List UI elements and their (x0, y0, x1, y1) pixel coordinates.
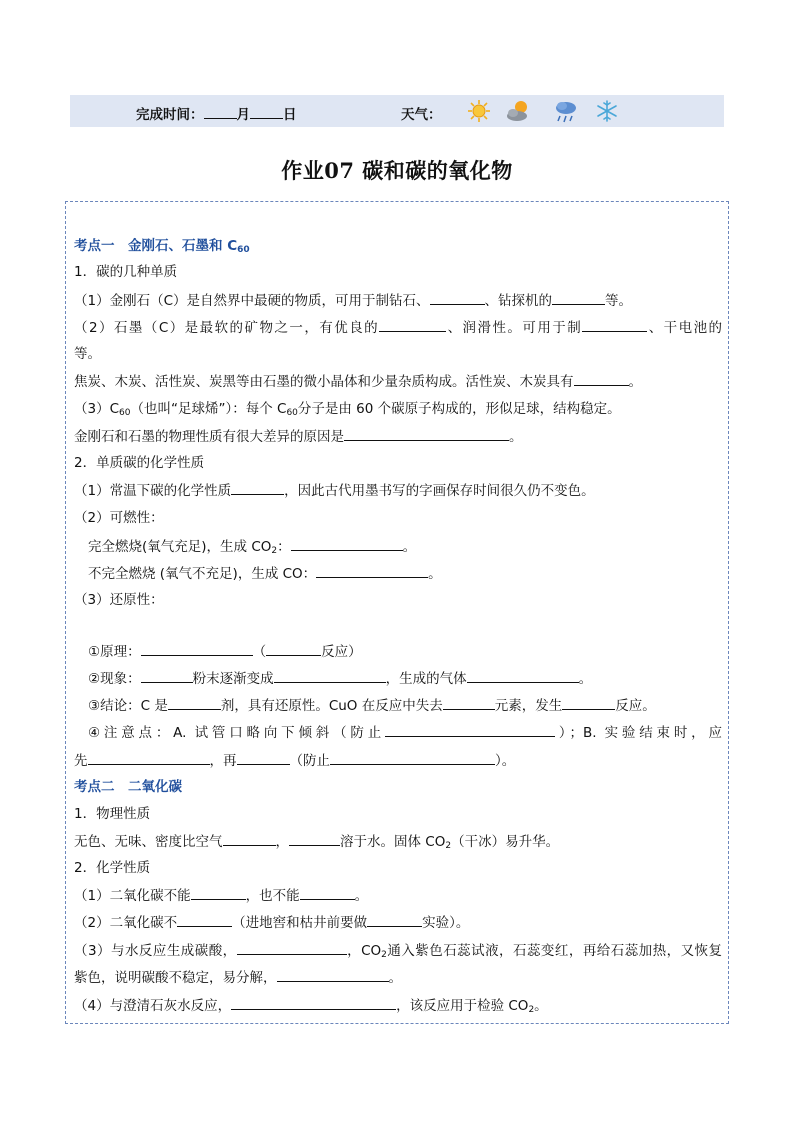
blank[interactable] (467, 669, 579, 683)
time-label: 完成时间： (136, 107, 204, 123)
text: 不完全燃烧 (氧气不充足)，生成 CO： (88, 566, 317, 582)
text: 、润滑性。可用于制 (446, 320, 583, 336)
header-band (70, 95, 724, 127)
sub: 2 (445, 841, 452, 851)
blank[interactable] (168, 696, 221, 710)
text: （4）与澄清石灰水反应， (74, 998, 232, 1014)
blank[interactable] (430, 291, 485, 305)
blank[interactable] (582, 318, 647, 332)
blank[interactable] (300, 886, 355, 900)
text: ②现象： (88, 671, 141, 687)
blank[interactable] (562, 696, 615, 710)
s2-line-breathing (74, 913, 469, 932)
text: 。 (388, 970, 402, 986)
blank[interactable] (316, 564, 428, 578)
s2-line-physical (74, 832, 559, 851)
text: 。 (354, 888, 369, 904)
s2-line-water (74, 941, 722, 960)
text: ①原理： (88, 644, 141, 660)
rain-icon[interactable] (552, 97, 580, 125)
sub: 60 (286, 408, 298, 418)
s1-line-difference (74, 427, 523, 446)
text: ）；B. 实验结束时，应 (555, 725, 723, 741)
partly-cloudy-icon[interactable] (504, 97, 534, 125)
text: 、干电池的 (647, 320, 723, 336)
text: 焦炭、木炭、活性炭、炭黑等由石墨的微小晶体和少量杂质构成。活性炭、木炭具有 (74, 374, 574, 390)
text: ，该反应用于检验 CO (396, 998, 529, 1014)
text: ： (277, 539, 291, 555)
snowflake-icon[interactable] (594, 97, 620, 125)
weather-label: 天气： (401, 107, 442, 123)
page-title: 作业07 碳和碳的氧化物 (281, 158, 513, 183)
text: 。 (402, 539, 417, 555)
text: （也叫“足球烯”）：每个 C (130, 401, 287, 417)
blank[interactable] (385, 723, 555, 737)
day-blank[interactable] (250, 105, 283, 119)
s1-line-flammability: （2）可燃性： (74, 510, 164, 526)
blank[interactable] (367, 913, 422, 927)
blank[interactable] (443, 696, 495, 710)
blank[interactable] (237, 751, 290, 765)
blank[interactable] (231, 996, 396, 1010)
blank[interactable] (574, 372, 629, 386)
text: 完全燃烧(氧气充足)，生成 CO (88, 539, 272, 555)
s1-line-charcoal (74, 372, 642, 391)
s1-line-incomplete-combustion (88, 564, 442, 583)
blank[interactable] (88, 751, 210, 765)
month-blank[interactable] (204, 105, 237, 119)
s1-line-conclusion (88, 696, 656, 715)
blank[interactable] (231, 481, 284, 495)
blank[interactable] (237, 941, 347, 955)
text: （进地窖和枯井前要做 (232, 915, 368, 931)
s2-line-limewater (74, 996, 548, 1015)
text: ③结论：C 是 (88, 698, 168, 714)
month-label: 月 (236, 107, 250, 123)
section-1-heading (74, 237, 250, 255)
s1-line-principle (88, 642, 362, 661)
text: 等。 (605, 293, 633, 309)
sub: 60 (119, 408, 131, 418)
s1-line-graphite (74, 318, 722, 337)
s1-item-2-heading: 2．单质碳的化学性质 (74, 455, 205, 471)
blank[interactable] (344, 427, 509, 441)
blank[interactable] (177, 913, 232, 927)
text: ， (275, 834, 289, 850)
s1-line-complete-combustion (88, 537, 416, 556)
text: 。 (428, 566, 442, 582)
blank[interactable] (141, 669, 193, 683)
text: 反应） (321, 644, 362, 660)
text: （1）常温下碳的化学性质 (74, 483, 232, 499)
s1-line-reducibility: （3）还原性： (74, 592, 164, 608)
sub: 2 (528, 1005, 535, 1015)
text: 金刚石和石墨的物理性质有很大差异的原因是 (74, 429, 344, 445)
text: 、钻探机的 (484, 293, 553, 309)
blank[interactable] (330, 751, 495, 765)
text: （3）C (74, 401, 120, 417)
sub: 2 (381, 950, 387, 960)
sun-icon[interactable] (466, 97, 492, 125)
text: （ (252, 644, 267, 660)
blank[interactable] (289, 832, 340, 846)
blank[interactable] (552, 291, 605, 305)
s2-line-cannot (74, 886, 368, 905)
text: 实验）。 (422, 915, 470, 931)
text: ，因此古代用墨书写的字画保存时间很久仍不变色。 (284, 483, 595, 499)
s1-line-notes-cont (74, 751, 515, 770)
blank[interactable] (277, 968, 389, 982)
s2-item-1-heading: 1．物理性质 (74, 806, 151, 822)
s1-line-c60 (74, 400, 621, 418)
text: （1）二氧化碳不能 (74, 888, 191, 904)
weather-icons (466, 97, 626, 125)
text: ④注意点：A. 试管口略向下倾斜（防止 (88, 725, 386, 741)
text: 剂，具有还原性。CuO 在反应中失去 (220, 698, 443, 714)
section-2-heading: 考点二 二氧化碳 (74, 779, 182, 795)
text: ）。 (495, 753, 516, 769)
day-label: 日 (283, 107, 297, 123)
blank[interactable] (141, 642, 253, 656)
text: ，生成的气体 (385, 671, 467, 687)
section-1-heading-text: 考点一 金刚石、石墨和 C (74, 238, 238, 254)
s1-line-stability (74, 481, 595, 500)
s1-item-1-heading: 1．碳的几种单质 (74, 264, 178, 280)
text: 。 (628, 374, 642, 390)
text: 。 (534, 998, 548, 1014)
text: 分子是由 60 个碳原子构成的，形似足球，结构稳定。 (297, 401, 621, 417)
s1-line-phenomenon (88, 669, 592, 688)
text: 无色、无味、密度比空气 (74, 834, 223, 850)
s2-item-2-heading: 2．化学性质 (74, 860, 151, 876)
completion-time (136, 103, 297, 123)
text: （2）二氧化碳不 (74, 915, 178, 931)
text: 紫色，说明碳酸不稳定，易分解， (74, 970, 277, 986)
text: 元素，发生 (494, 698, 563, 714)
s1-line-notes (88, 723, 722, 742)
text: 通入紫色石蕊试液，石蕊变红，再给石蕊加热，又恢复 (386, 943, 722, 959)
blank[interactable] (191, 886, 246, 900)
text: （1）金刚石（C）是自然界中最硬的物质，可用于制钻石、 (74, 293, 430, 309)
s1-line-graphite-end: 等。 (74, 346, 101, 362)
text: （干冰）易升华。 (451, 834, 560, 850)
text: ，CO (346, 943, 382, 959)
text: （2）石墨（C）是最软的矿物之一，有优良的 (74, 320, 380, 336)
text: ，也不能 (245, 888, 300, 904)
blank[interactable] (266, 642, 321, 656)
s2-line-water-cont (74, 968, 402, 987)
blank[interactable] (291, 537, 403, 551)
blank[interactable] (223, 832, 276, 846)
section-1-heading-sub: 60 (237, 245, 250, 255)
text: 。 (578, 671, 593, 687)
sub: 2 (271, 546, 278, 556)
text: 反应。 (615, 698, 656, 714)
blank[interactable] (274, 669, 386, 683)
text: 粉末逐渐变成 (192, 671, 274, 687)
s1-line-diamond (74, 291, 632, 310)
text: 先 (74, 753, 88, 769)
blank[interactable] (379, 318, 446, 332)
text: （3）与水反应生成碳酸， (74, 943, 237, 959)
text: 溶于水。固体 CO (340, 834, 446, 850)
text: （防止 (289, 753, 330, 769)
text: ，再 (209, 753, 237, 769)
text: 。 (509, 429, 523, 445)
